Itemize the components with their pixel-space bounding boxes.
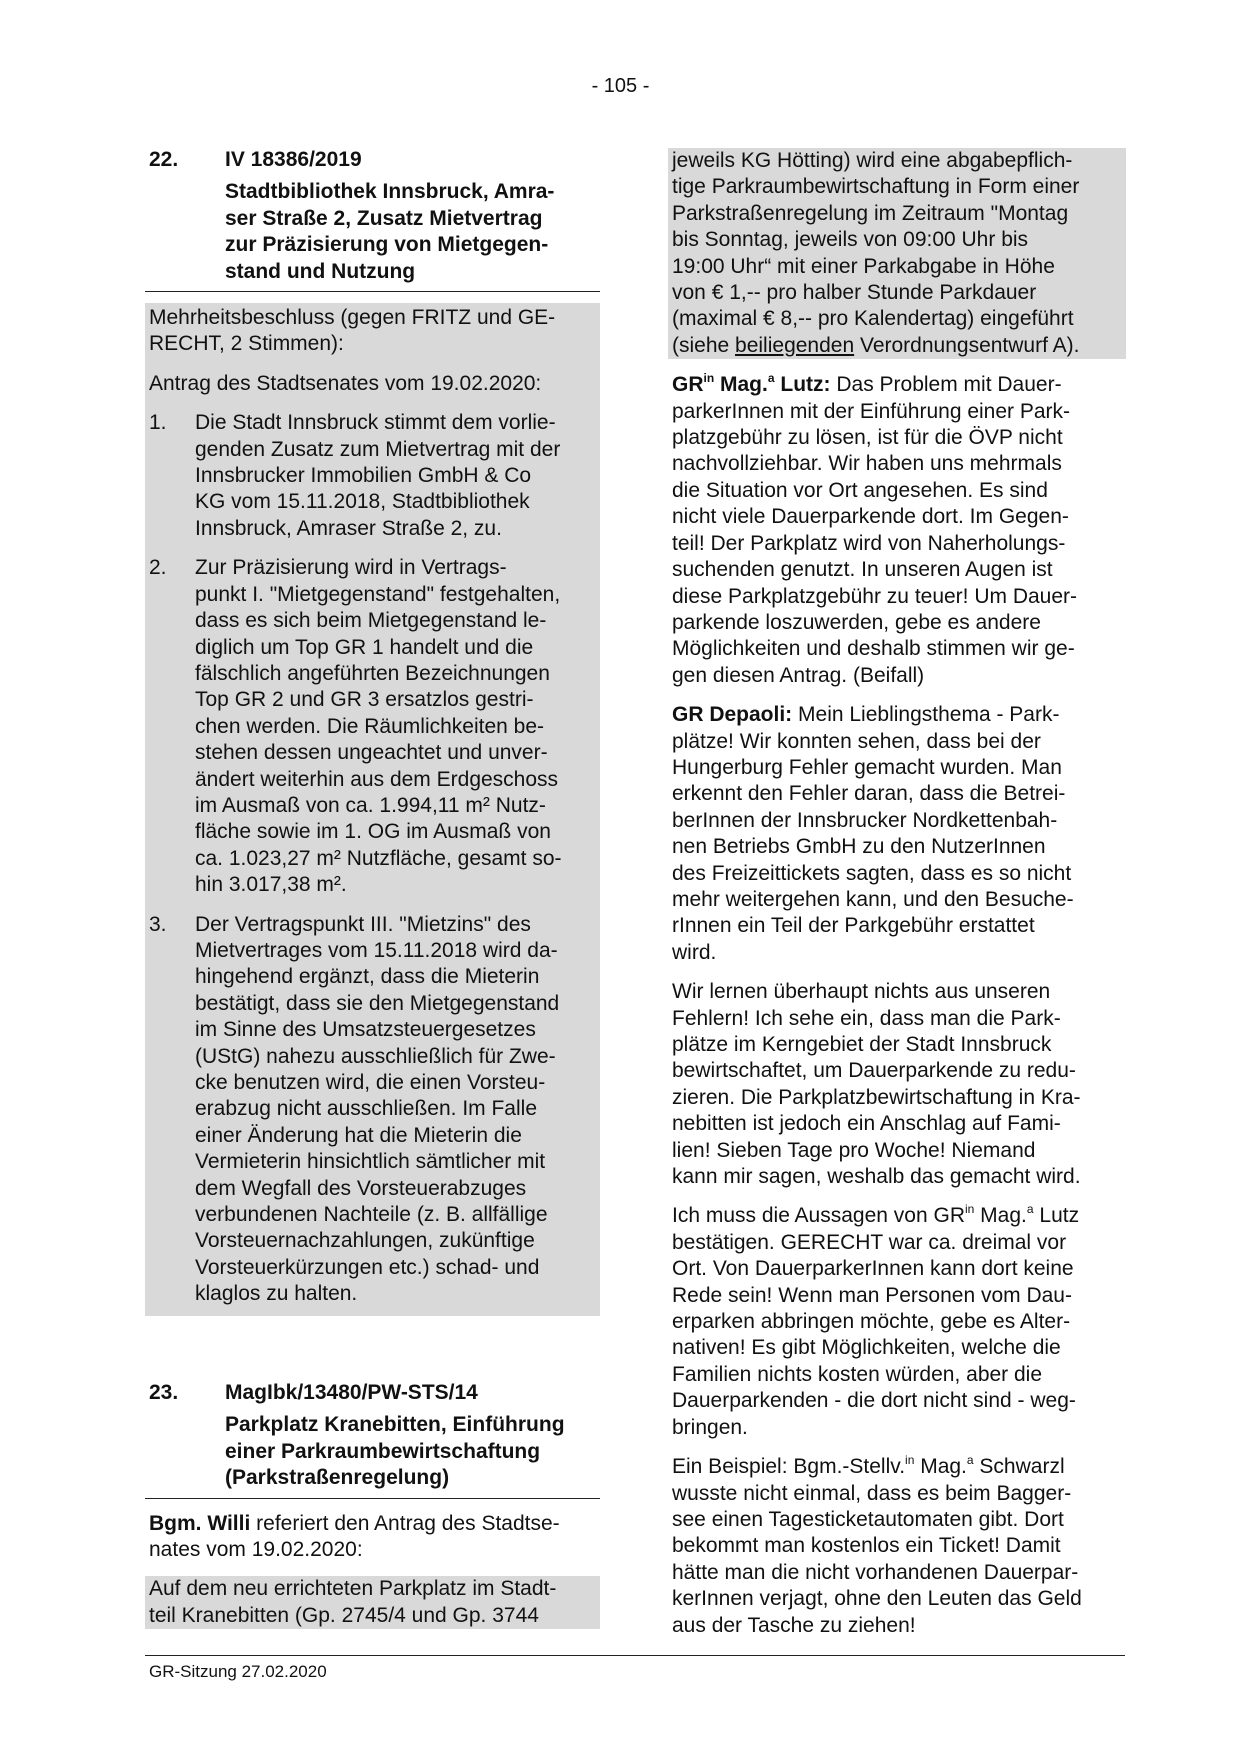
speaker-name: $GR^{in}$ Mag.$^a$ Lutz:	[672, 371, 831, 397]
intro-text: referiert den Antrag des Stadtse- nates vom 19.02.2020:	[149, 1511, 560, 1562]
footer-text: GR-Sitzung 27.02.2020	[149, 1662, 327, 1681]
item-reference: MagIbk/13480/PW-STS/14	[225, 1381, 478, 1404]
speech-paragraph: Ich muss die Aussagen von $GR^{in}$ Mag.$^a$ Lutz bestätigen. GERECHT war ca. dreimal vor Ort. Von DauerparkerInnen kann dort keine Rede sein! Wenn man Personen vom Dau- erparken abbringen möchte, gebe es Alter- nativen! Es gibt Möglichkeiten, welche die Familien nichts kosten würden, aber die Dauerparkenden - die dort nicht sind - weg- bringen.	[672, 1202, 1080, 1439]
speaker-intro	[145, 1511, 600, 1564]
speech-depaoli	[668, 702, 1126, 966]
resolution-text: Mehrheitsbeschluss (gegen FRITZ und GE- RECHT, 2 Stimmen):	[149, 306, 556, 356]
motion-text	[668, 148, 1126, 359]
speech-text: Mein Lieblingsthema - Park- plätze! Wir konnten sehen, dass bei der Hungerburg Fehler gemacht wurden. Man erkennt den Fehler daran, dass die Betrei- berInnen der Innsbrucker Nordkettenbah- nen Betriebs GmbH zu den NutzerInnen des Freizeittickets sagten, dass es so nicht mehr weitergehen kann, und den Besuche- rInnen ein Teil der Parkgebühr erstattet wird.	[672, 703, 1074, 964]
resolution-box	[145, 303, 600, 1316]
list-item	[145, 410, 600, 542]
speaker-name: GR Depaoli:	[672, 703, 793, 727]
list-number: 2.	[149, 556, 167, 580]
agenda-item-23	[145, 1380, 600, 1629]
divider	[145, 291, 600, 292]
motion-text-part: Verordnungsentwurf A).	[854, 333, 1080, 357]
item-reference: IV 18386/2019	[225, 148, 362, 171]
motion-box-continued	[668, 148, 1126, 359]
item-title: Parkplatz Kranebitten, Einführung einer Parkraumbewirtschaftung (Parkstraßenregelung)	[225, 1413, 565, 1490]
motion-text-part: jeweils KG Hötting) wird eine abgabepflich- tige Parkraumbewirtschaftung in Form einer Parkstraßenregelung im Zeitraum "Montag bis Sonntag, jeweils von 09:00 Uhr bis 19:00 Uhr“ mit einer Parkabgabe in Höhe von € 1,-- pro halber Stunde Parkdauer (maximal € 8,-- pro Kalendertag) eingeführt (siehe	[672, 149, 1080, 357]
agenda-item-22	[145, 147, 600, 1316]
speech-paragraph: Ein Beispiel: Bgm.-Stellv.$^{in}$ Mag.$^a$ Schwarzl wusste nicht einmal, dass es beim Bagger- see einen Tagesticketautomaten gibt. Dort bekommt man kostenlos ein Ticket! Damit hätte man die nicht vorhandenen Dauerpar- kerInnen verjagt, ohne den Leuten das Geld aus der Tasche zu ziehen!	[672, 1453, 1082, 1637]
speech-text: Das Problem mit Dauer- parkerInnen mit der Einführung einer Park- platzgebühr zu lösen, ist für die ÖVP nicht nachvollziehbar. Wir haben uns mehrmals die Situation vor Ort angesehen. Es sind nicht viele Dauerparkende dort. Im Gegen- teil! Der Parkplatz wird von Naherholungs- suchenden genutzt. In unseren Augen ist diese Parkplatzgebühr zu teuer! Um Dauer- parkende loszuwerden, gebe es andere Möglichkeiten und deshalb stimmen wir ge- gen diesen Antrag. (Beifall)	[672, 373, 1078, 687]
right-column	[668, 148, 1126, 1639]
motion-box	[145, 1576, 600, 1629]
attachment-reference: beiliegenden	[735, 333, 855, 357]
item-heading	[145, 147, 600, 173]
list-text: Die Stadt Innsbruck stimmt dem vorlie- genden Zusatz zum Mietvertrag mit der Innsbrucker Immobilien GmbH & Co KG vom 15.11.2018, Stadtbibliothek Innsbruck, Amraser Straße 2, zu.	[195, 411, 561, 540]
list-number: 1.	[149, 411, 167, 435]
list-text: Zur Präzisierung wird in Vertrags- punkt I. "Mietgegenstand" festgehalten, dass es sich beim Mietgegenstand le- diglich um Top GR 1 handelt und die fälschlich angeführten Bezeichnungen Top GR 2 und GR 3 ersatzlos gestri- chen werden. Die Räumlichkeiten be- stehen dessen ungeachtet und unver- ändert weiterhin aus dem Erdgeschoss im Ausmaß von ca. 1.994,11 m² Nutz- fläche sowie im 1. OG im Ausmaß von ca. 1.023,27 m² Nutzfläche, gesamt so- hin 3.017,38 m².	[195, 556, 562, 897]
motion-text: Antrag des Stadtsenates vom 19.02.2020:	[149, 371, 542, 395]
speech-lutz	[668, 372, 1126, 689]
item-heading	[145, 1380, 600, 1406]
divider	[145, 1498, 600, 1499]
list-item	[145, 555, 600, 898]
list-item	[145, 912, 600, 1308]
item-number: 23.	[149, 1381, 179, 1404]
footer-divider	[145, 1655, 1125, 1656]
list-text: Der Vertragspunkt III. "Mietzins" des Mietvertrages vom 15.11.2018 wird da- hingehend ergänzt, dass die Mieterin bestätigt, dass sie den Mietgegenstand im Sinne des Umsatzsteuergesetzes (UStG) nahezu ausschließlich für Zwe- cke benutzen wird, die einen Vorsteu- erabzug nicht ausschließen. Im Falle einer Änderung hat die Mieterin die Vermieterin hinsichtlich sämtlicher mit dem Wegfall des Vorsteuerabzuges verbundenen Nachteile (z. B. allfällige Vorsteuernachzahlungen, zukünftige Vorsteuerkürzungen etc.) schad- und klaglos zu halten.	[195, 912, 560, 1306]
list-number: 3.	[149, 912, 167, 936]
speech-paragraph: Wir lernen überhaupt nichts aus unseren Fehlern! Ich sehe ein, dass man die Park- plätze im Kerngebiet der Stadt Innsbruck bewirtschaftet, um Dauerparkende zu redu- zieren. Die Parkplatzbewirtschaftung in Kra- nebitten ist jedoch ein Anschlag auf Fami- lien! Sieben Tage pro Woche! Niemand kann mir sagen, weshalb das gemacht wird.	[672, 980, 1081, 1189]
speaker-name: Bgm. Willi	[149, 1511, 251, 1535]
item-number: 22.	[149, 148, 179, 171]
motion-text: Auf dem neu errichteten Parkplatz im Stadt- teil Kranebitten (Gp. 2745/4 und Gp. 3744	[149, 1577, 557, 1627]
page-number: - 105 -	[591, 75, 650, 97]
item-title: Stadtbibliothek Innsbruck, Amra- ser Straße 2, Zusatz Mietvertrag zur Präzisierung von Mietgegen- stand und Nutzung	[225, 180, 555, 283]
